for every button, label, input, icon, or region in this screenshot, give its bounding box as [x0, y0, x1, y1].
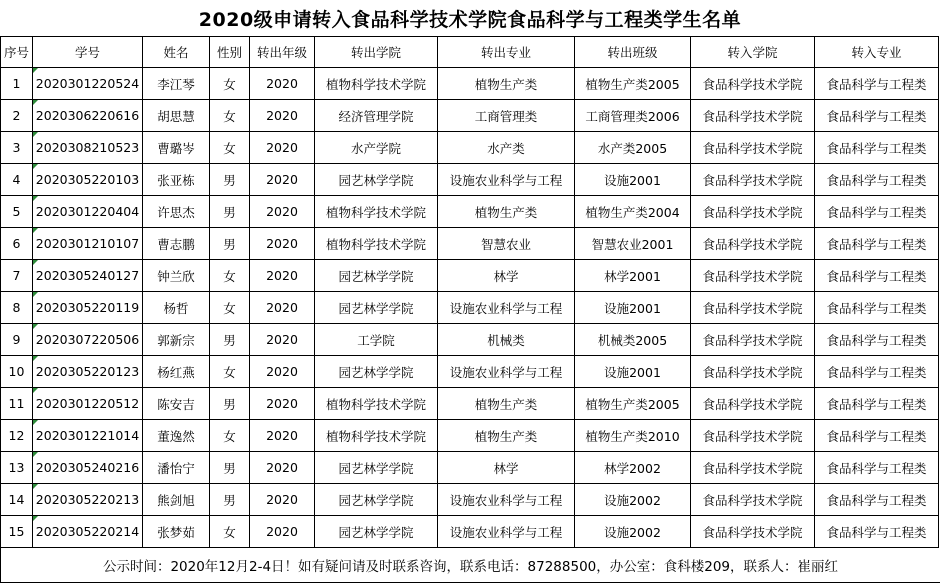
cell-from-major[interactable]: 设施农业科学与工程 [438, 516, 575, 548]
cell-from-grade[interactable]: 2020 [250, 68, 315, 100]
table-row [1, 516, 939, 548]
cell-to-major[interactable]: 食品科学与工程类 [815, 452, 939, 484]
cell-name[interactable]: 陈安吉 [143, 388, 210, 420]
cell-index[interactable]: 10 [1, 356, 33, 388]
cell-from-grade[interactable]: 2020 [250, 228, 315, 260]
cell-student-id[interactable]: 2020301220524 [33, 68, 143, 100]
cell-to-major[interactable]: 食品科学与工程类 [815, 68, 939, 100]
cell-to-college[interactable]: 食品科学技术学院 [691, 516, 815, 548]
cell-name[interactable]: 许思杰 [143, 196, 210, 228]
table-row [1, 100, 939, 132]
cell-from-grade[interactable]: 2020 [250, 100, 315, 132]
cell-student-id[interactable]: 2020301221014 [33, 420, 143, 452]
cell-index[interactable]: 4 [1, 164, 33, 196]
cell-gender[interactable]: 女 [210, 356, 250, 388]
cell-index[interactable]: 15 [1, 516, 33, 548]
cell-from-class[interactable]: 设施2001 [575, 164, 691, 196]
cell-name[interactable]: 李江琴 [143, 68, 210, 100]
cell-gender[interactable]: 女 [210, 68, 250, 100]
cell-from-class[interactable]: 机械类2005 [575, 324, 691, 356]
cell-name[interactable]: 钟兰欣 [143, 260, 210, 292]
cell-from-grade[interactable]: 2020 [250, 164, 315, 196]
cell-from-college[interactable]: 园艺林学学院 [315, 292, 438, 324]
cell-from-major[interactable]: 设施农业科学与工程 [438, 292, 575, 324]
cell-name[interactable]: 郭新宗 [143, 324, 210, 356]
cell-gender[interactable]: 男 [210, 228, 250, 260]
cell-student-id[interactable]: 2020305240127 [33, 260, 143, 292]
cell-name[interactable]: 胡思慧 [143, 100, 210, 132]
table-row [1, 292, 939, 324]
cell-from-major[interactable]: 植物生产类 [438, 196, 575, 228]
cell-to-college[interactable]: 食品科学技术学院 [691, 100, 815, 132]
cell-gender[interactable]: 女 [210, 100, 250, 132]
cell-to-college[interactable]: 食品科学技术学院 [691, 132, 815, 164]
cell-from-major[interactable]: 设施农业科学与工程 [438, 164, 575, 196]
table-row [1, 164, 939, 196]
header-row [1, 37, 939, 68]
cell-to-college[interactable]: 食品科学技术学院 [691, 324, 815, 356]
table-body [1, 68, 939, 548]
cell-index[interactable]: 7 [1, 260, 33, 292]
student-table [0, 36, 939, 548]
cell-student-id[interactable]: 2020301220512 [33, 388, 143, 420]
cell-from-major[interactable]: 工商管理类 [438, 100, 575, 132]
cell-gender[interactable]: 男 [210, 452, 250, 484]
cell-name[interactable]: 张梦茹 [143, 516, 210, 548]
cell-from-grade[interactable]: 2020 [250, 196, 315, 228]
cell-to-college[interactable]: 食品科学技术学院 [691, 356, 815, 388]
cell-to-major[interactable]: 食品科学与工程类 [815, 164, 939, 196]
cell-gender[interactable]: 男 [210, 164, 250, 196]
cell-to-major[interactable]: 食品科学与工程类 [815, 260, 939, 292]
cell-from-class[interactable]: 植物生产类2010 [575, 420, 691, 452]
cell-from-class[interactable]: 植物生产类2004 [575, 196, 691, 228]
table-row [1, 388, 939, 420]
cell-from-major[interactable]: 林学 [438, 260, 575, 292]
cell-from-college[interactable]: 园艺林学学院 [315, 164, 438, 196]
cell-index[interactable]: 12 [1, 420, 33, 452]
cell-from-grade[interactable]: 2020 [250, 356, 315, 388]
cell-from-class[interactable]: 植物生产类2005 [575, 68, 691, 100]
table-row [1, 420, 939, 452]
cell-gender[interactable]: 女 [210, 420, 250, 452]
cell-from-college[interactable]: 植物科学技术学院 [315, 228, 438, 260]
cell-index[interactable]: 11 [1, 388, 33, 420]
cell-gender[interactable]: 男 [210, 388, 250, 420]
cell-from-major[interactable]: 智慧农业 [438, 228, 575, 260]
cell-gender[interactable]: 女 [210, 516, 250, 548]
cell-index[interactable]: 3 [1, 132, 33, 164]
cell-student-id[interactable]: 2020301210107 [33, 228, 143, 260]
cell-from-class[interactable]: 林学2002 [575, 452, 691, 484]
table-row [1, 132, 939, 164]
cell-from-college[interactable]: 植物科学技术学院 [315, 388, 438, 420]
cell-to-college[interactable]: 食品科学技术学院 [691, 484, 815, 516]
cell-name[interactable]: 杨哲 [143, 292, 210, 324]
cell-from-college[interactable]: 园艺林学学院 [315, 356, 438, 388]
cell-from-major[interactable]: 水产类 [438, 132, 575, 164]
cell-from-college[interactable]: 经济管理学院 [315, 100, 438, 132]
table-row [1, 68, 939, 100]
cell-from-class[interactable]: 设施2001 [575, 292, 691, 324]
cell-gender[interactable]: 女 [210, 260, 250, 292]
cell-gender[interactable]: 男 [210, 324, 250, 356]
header-student-id[interactable]: 学号 [33, 37, 143, 68]
header-to-major[interactable]: 转入专业 [815, 37, 939, 68]
cell-from-grade[interactable]: 2020 [250, 260, 315, 292]
cell-to-major[interactable]: 食品科学与工程类 [815, 484, 939, 516]
cell-from-grade[interactable]: 2020 [250, 452, 315, 484]
cell-name[interactable]: 董逸然 [143, 420, 210, 452]
cell-gender[interactable]: 女 [210, 292, 250, 324]
cell-from-major[interactable]: 机械类 [438, 324, 575, 356]
cell-from-college[interactable]: 园艺林学学院 [315, 452, 438, 484]
cell-to-college[interactable]: 食品科学技术学院 [691, 420, 815, 452]
cell-student-id[interactable]: 2020306220616 [33, 100, 143, 132]
cell-from-major[interactable]: 植物生产类 [438, 420, 575, 452]
cell-index[interactable]: 13 [1, 452, 33, 484]
cell-student-id[interactable]: 2020305220213 [33, 484, 143, 516]
cell-student-id[interactable]: 2020305220123 [33, 356, 143, 388]
cell-from-major[interactable]: 设施农业科学与工程 [438, 356, 575, 388]
header-from-college[interactable]: 转出学院 [315, 37, 438, 68]
cell-from-major[interactable]: 植物生产类 [438, 388, 575, 420]
cell-to-major[interactable]: 食品科学与工程类 [815, 228, 939, 260]
header-to-college[interactable]: 转入学院 [691, 37, 815, 68]
cell-to-college[interactable]: 食品科学技术学院 [691, 196, 815, 228]
cell-from-college[interactable]: 植物科学技术学院 [315, 196, 438, 228]
cell-gender[interactable]: 男 [210, 196, 250, 228]
cell-to-major[interactable]: 食品科学与工程类 [815, 324, 939, 356]
cell-from-college[interactable]: 园艺林学学院 [315, 260, 438, 292]
cell-from-class[interactable]: 设施2002 [575, 516, 691, 548]
cell-from-grade[interactable]: 2020 [250, 324, 315, 356]
cell-to-major[interactable]: 食品科学与工程类 [815, 132, 939, 164]
cell-gender[interactable]: 女 [210, 132, 250, 164]
cell-from-college[interactable]: 园艺林学学院 [315, 484, 438, 516]
header-index[interactable]: 序号 [1, 37, 33, 68]
cell-from-grade[interactable]: 2020 [250, 132, 315, 164]
cell-index[interactable]: 1 [1, 68, 33, 100]
cell-student-id[interactable]: 2020305220214 [33, 516, 143, 548]
cell-from-class[interactable]: 设施2001 [575, 356, 691, 388]
cell-from-college[interactable]: 植物科学技术学院 [315, 420, 438, 452]
table-row [1, 196, 939, 228]
cell-to-major[interactable]: 食品科学与工程类 [815, 516, 939, 548]
table-row [1, 356, 939, 388]
cell-to-major[interactable]: 食品科学与工程类 [815, 420, 939, 452]
cell-student-id[interactable]: 2020308210523 [33, 132, 143, 164]
cell-to-college[interactable]: 食品科学技术学院 [691, 292, 815, 324]
cell-to-major[interactable]: 食品科学与工程类 [815, 388, 939, 420]
sheet-title: 2020级申请转入食品科学技术学院食品科学与工程类学生名单 [198, 8, 742, 31]
cell-from-grade[interactable]: 2020 [250, 420, 315, 452]
cell-to-college[interactable]: 食品科学技术学院 [691, 164, 815, 196]
table-row [1, 452, 939, 484]
cell-index[interactable]: 8 [1, 292, 33, 324]
cell-student-id[interactable]: 2020305220103 [33, 164, 143, 196]
cell-from-college[interactable]: 园艺林学学院 [315, 516, 438, 548]
cell-to-major[interactable]: 食品科学与工程类 [815, 292, 939, 324]
notice-footer: 公示时间：2020年12月2-4日！如有疑问请及时联系咨询，联系电话：87288500，办公室：食科楼209，联系人：崔丽红 [0, 547, 940, 583]
cell-to-college[interactable]: 食品科学技术学院 [691, 452, 815, 484]
cell-index[interactable]: 2 [1, 100, 33, 132]
cell-to-college[interactable]: 食品科学技术学院 [691, 68, 815, 100]
cell-from-grade[interactable]: 2020 [250, 292, 315, 324]
cell-from-college[interactable]: 工学院 [315, 324, 438, 356]
cell-from-class[interactable]: 智慧农业2001 [575, 228, 691, 260]
table-row [1, 484, 939, 516]
cell-from-major[interactable]: 植物生产类 [438, 68, 575, 100]
header-name[interactable]: 姓名 [143, 37, 210, 68]
cell-index[interactable]: 6 [1, 228, 33, 260]
table-row [1, 260, 939, 292]
cell-to-college[interactable]: 食品科学技术学院 [691, 388, 815, 420]
cell-student-id[interactable]: 2020301220404 [33, 196, 143, 228]
cell-student-id[interactable]: 2020307220506 [33, 324, 143, 356]
header-gender[interactable]: 性别 [210, 37, 250, 68]
cell-to-college[interactable]: 食品科学技术学院 [691, 260, 815, 292]
cell-from-class[interactable]: 工商管理类2006 [575, 100, 691, 132]
cell-name[interactable]: 潘怡宁 [143, 452, 210, 484]
cell-to-major[interactable]: 食品科学与工程类 [815, 356, 939, 388]
cell-student-id[interactable]: 2020305220119 [33, 292, 143, 324]
cell-from-college[interactable]: 植物科学技术学院 [315, 68, 438, 100]
cell-gender[interactable]: 男 [210, 484, 250, 516]
cell-from-grade[interactable]: 2020 [250, 516, 315, 548]
cell-from-major[interactable]: 林学 [438, 452, 575, 484]
cell-index[interactable]: 14 [1, 484, 33, 516]
cell-name[interactable]: 曹璐岑 [143, 132, 210, 164]
cell-from-major[interactable]: 设施农业科学与工程 [438, 484, 575, 516]
cell-student-id[interactable]: 2020305240216 [33, 452, 143, 484]
cell-to-college[interactable]: 食品科学技术学院 [691, 228, 815, 260]
cell-to-major[interactable]: 食品科学与工程类 [815, 196, 939, 228]
cell-name[interactable]: 熊剑旭 [143, 484, 210, 516]
cell-index[interactable]: 9 [1, 324, 33, 356]
cell-from-class[interactable]: 林学2001 [575, 260, 691, 292]
header-from-class[interactable]: 转出班级 [575, 37, 691, 68]
table-row [1, 324, 939, 356]
header-from-grade[interactable]: 转出年级 [250, 37, 315, 68]
cell-from-class[interactable]: 水产类2005 [575, 132, 691, 164]
header-from-major[interactable]: 转出专业 [438, 37, 575, 68]
cell-name[interactable]: 杨红燕 [143, 356, 210, 388]
cell-from-college[interactable]: 水产学院 [315, 132, 438, 164]
cell-index[interactable]: 5 [1, 196, 33, 228]
cell-from-grade[interactable]: 2020 [250, 484, 315, 516]
cell-name[interactable]: 张亚栋 [143, 164, 210, 196]
cell-from-grade[interactable]: 2020 [250, 388, 315, 420]
table-row [1, 228, 939, 260]
cell-from-class[interactable]: 设施2002 [575, 484, 691, 516]
cell-from-class[interactable]: 植物生产类2005 [575, 388, 691, 420]
cell-name[interactable]: 曹志鹏 [143, 228, 210, 260]
cell-to-major[interactable]: 食品科学与工程类 [815, 100, 939, 132]
